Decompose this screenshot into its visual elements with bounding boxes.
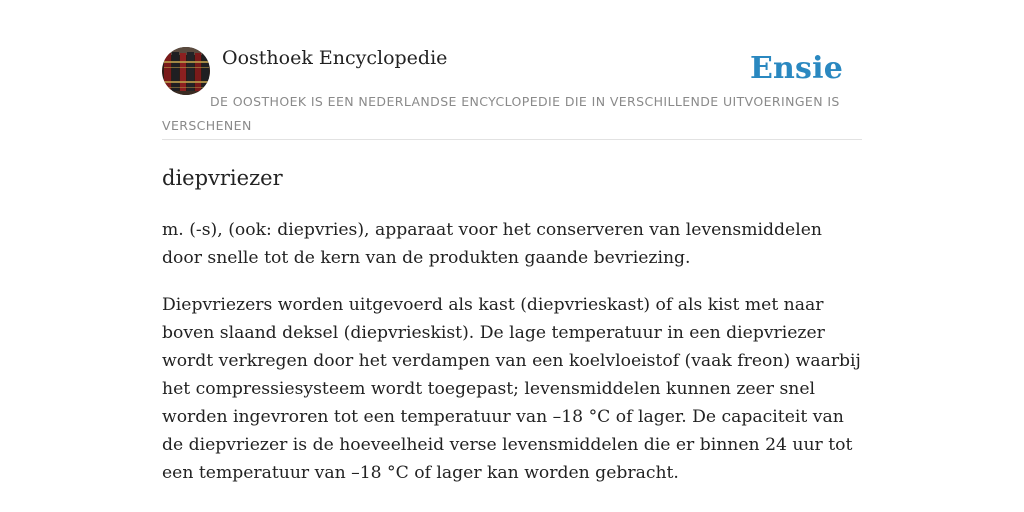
page bbox=[162, 0, 862, 512]
entry-title: diepvriezer bbox=[162, 166, 283, 190]
book-spines-icon bbox=[162, 47, 210, 95]
entry-body: Diepvriezers worden uitgevoerd als kast (diepvrieskast) of als kist met naar boven slaand deksel (diepvrieskist). De lage temperatuur in een diepvriezer wordt verkregen door het verdampen van een koelvloeistof (vaak freon) waarbij het compressiesysteem wordt toegepast; levensmiddelen kunnen zeer snel worden ingevroren tot een temperatuur van –18 °C of lager. De capaciteit van de diepvriezer is de hoeveelheid verse levensmiddelen die er binnen 24 uur tot een temperatuur van –18 °C of lager kan worden gebracht. bbox=[162, 295, 861, 483]
header-divider bbox=[162, 139, 862, 140]
site-tagline: DE OOSTHOEK IS EEN NEDERLANDSE ENCYCLOPEDIE DIE IN VERSCHILLENDE UITVOERINGEN IS VERSCHENEN bbox=[162, 94, 840, 133]
entry-definition: m. (-s), (ook: diepvries), apparaat voor het conserveren van levensmiddelen door snelle tot de kern van de produkten gaande bevriezing. bbox=[162, 220, 822, 268]
site-name[interactable]: Oosthoek Encyclopedie bbox=[222, 47, 448, 69]
brand-logo[interactable]: Ensie bbox=[749, 51, 843, 86]
